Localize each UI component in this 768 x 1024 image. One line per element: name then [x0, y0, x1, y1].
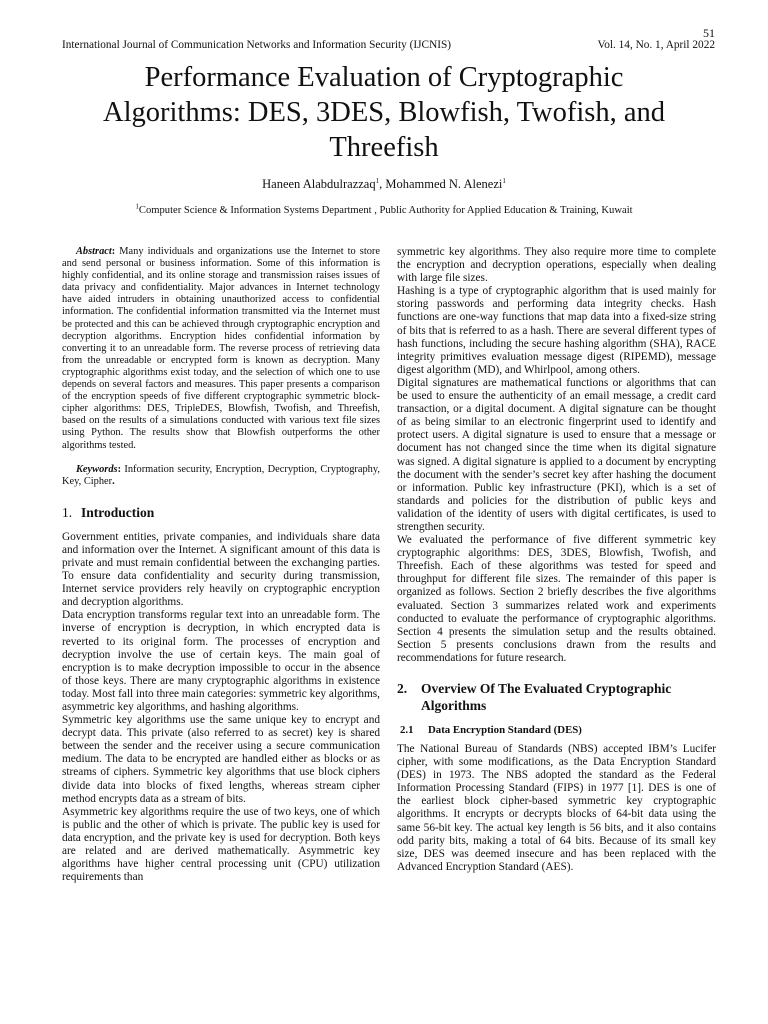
section-1-number: 1. — [62, 504, 73, 520]
subsection-2-1-number: 2.1 — [400, 724, 414, 736]
organization-paragraph: We evaluated the performance of five different symmetric key cryptographic algorithms: DES, 3DES, Blowfish, Twofish, and Threefish. Each of these algorithms was tested for speed and throughput for different file sizes. The remainder of this paper is organized as follows. Section 2 briefly describes the five algorithms evaluated. Section 3 summarizes related work and experiments conducted to evaluate the performance of cryptographic algorithms. Section 4 presents the simulation setup and the results obtained. Section 5 presents conclusions drawn from the results and recommendations for future research. — [397, 534, 716, 664]
intro-paragraph: Government entities, private companies, and individuals share data and information over the Internet. A significant amount of this data is private and must remain confidential between the exchanging parties. To ensure data confidentiality and security during transmission, Internet service providers rely heavily on cryptographic encryption and decryption algorithms. — [62, 530, 380, 609]
journal-name: International Journal of Communication Networks and Information Security (IJCNIS) — [62, 39, 452, 51]
intro-paragraph: Asymmetric key algorithms require the use of two keys, one of which is public and the other of which is private. The public key is used for data encryption, and the private key is used for decryption. Both keys are related and are derived mathematically. Asymmetric key algorithms have higher central processing unit (CPU) utilization requirements than — [62, 805, 380, 884]
hashing-paragraph: Hashing is a type of cryptographic algorithm that is used mainly for storing passwords and performing data integrity checks. Hash functions are one-way functions that map data into a fixed-size string of bits that is referred to as a hash. There are several different types of hash functions, including the secure hashing algorithm (SHA), RACE integrity primitives evaluation message digest (RIPEMD), message digest algorithm (MD), and Whirlpool, among others. — [397, 285, 716, 376]
keywords-label: Keywords — [76, 463, 118, 475]
abstract-text: Many individuals and organizations use the Internet to store and send personal or business information. Some of this information is highly confidential, and its online storage and transmission raises issues of data privacy and confidentiality. Major advances in Internet technology have aided intruders in obtaining unauthorized access to confidential information. The confidential information transmitted via the Internet must be protected and this can be achieved through cryptographic encryption and decryption algorithms. Encryption hides confidential information by converting it to an unreadable form. The reverse process of retrieving data from the unreadable or encrypted form is known as decryption. Many cryptographic algorithms exist today, and the selection of which one to use depends on several factors and measures. This paper presents a comparison of the encryption speeds of five different cryptographic symmetric block-cipher algorithms: DES, TripleDES, Blowfish, Twofish, and Threefish, based on the results of a simulations conducted with various text file sizes using Python. The results show that Blowfish outperforms the other algorithms tested. — [62, 246, 380, 451]
section-2-number: 2. — [397, 681, 408, 696]
intro-paragraph: Data encryption transforms regular text into an unreadable form. The inverse of encryption is decryption, in which encrypted data is reverted to its original form. The processes of encryption and decryption involve the use of certain keys. The main goal of encryption is to make decryption impossible to occur in the absence of those keys. There are many cryptographic algorithms in existence today. Most fall into three main categories: symmetric key algorithms, asymmetric key algorithms, and hashing algorithms. — [62, 609, 380, 713]
author-2: Mohammed N. Alenezi — [385, 177, 503, 191]
page-number: 51 — [703, 26, 715, 40]
keywords-end: . — [112, 475, 115, 487]
keywords — [62, 464, 380, 488]
keywords-text: Information security, Encryption, Decryption, Cryptography, Key, Cipher — [62, 463, 380, 487]
title-line-2: Algorithms: DES, 3DES, Blowfish, Twofish, and — [103, 97, 665, 128]
author-1: Haneen Alabdulrazzaq — [262, 177, 376, 191]
author-separator: , — [379, 177, 386, 191]
paper-title — [40, 60, 728, 165]
section-2-title: Overview Of The Evaluated Cryptographic Algorithms — [421, 681, 672, 713]
affiliation — [0, 202, 768, 216]
author-list — [0, 177, 768, 192]
author-2-affiliation-mark: 1 — [502, 176, 506, 185]
section-1-heading — [62, 504, 380, 521]
digital-signature-paragraph: Digital signatures are mathematical functions or algorithms that can be used to ensure the authenticity of an email message, a credit card transaction, or a digital document. A digital signature can be thought of as being similar to an electronic fingerprint used to identify and protect users. A digital signature is used to ensure that a message or document has not changed since the time when its digital signature was signed. A digital signature is applied to a document by encrypting the document with the sender’s secret key after hashing the document or information. Public key infrastructure (PKI), which is a set of standards and policies for the distribution of public keys and validation of the identity of users with digital certificates, is used to strengthen security. — [397, 376, 716, 533]
intro-paragraph-continued: symmetric key algorithms. They also require more time to complete the encryption and decryption operations, especially when dealing with large file sizes. — [397, 246, 716, 285]
left-column — [62, 246, 380, 884]
title-line-3: Threefish — [329, 132, 439, 163]
intro-paragraph: Symmetric key algorithms use the same unique key to encrypt and decrypt data. This private (also referred to as secret) key is shared between the sender and the receiver using a secure communication medium. The data to be encrypted are handled either as blocks or as streams of ciphers. Symmetric key algorithms that use block ciphers divide data into blocks of fixed lengths, whereas stream cipher method encrypts data as a stream of bits. — [62, 714, 380, 805]
affiliation-text: Computer Science & Information Systems Department , Public Authority for Applied Education & Training, Kuwait — [138, 205, 633, 216]
section-2-heading — [397, 680, 716, 714]
author-1-affiliation-mark: 1 — [375, 176, 380, 185]
running-header — [62, 39, 715, 51]
affiliation-mark: 1 — [135, 202, 139, 211]
keywords-colon: : — [117, 463, 122, 475]
title-line-1: Performance Evaluation of Cryptographic — [144, 62, 624, 93]
abstract-colon: : — [111, 246, 116, 257]
des-paragraph: The National Bureau of Standards (NBS) accepted IBM’s Lucifer cipher, with some modifications, as the Data Encryption Standard (DES) in 1973. The NBS adopted the standard as the Federal Information Processing Standard (FIPS) in 1977 [1]. DES is one of the earliest block cipher-based symmetric key cryptographic algorithms. It encrypts or decrypts blocks of 64-bit data using the same 56-bit key. The actual key length is 56 bits, and it also contains odd parity bits, making a total of 64 bits. Because of its small key size, DES was deemed insecure and has been replaced with the Advanced Encryption Standard (AES). — [397, 743, 716, 873]
subsection-2-1-heading — [397, 723, 716, 737]
volume-info: Vol. 14, No. 1, April 2022 — [597, 39, 715, 51]
section-1-title: Introduction — [81, 504, 155, 520]
right-column — [397, 246, 716, 874]
abstract — [62, 246, 380, 452]
abstract-label: Abstract — [76, 246, 112, 257]
subsection-2-1-title: Data Encryption Standard (DES) — [428, 724, 582, 736]
